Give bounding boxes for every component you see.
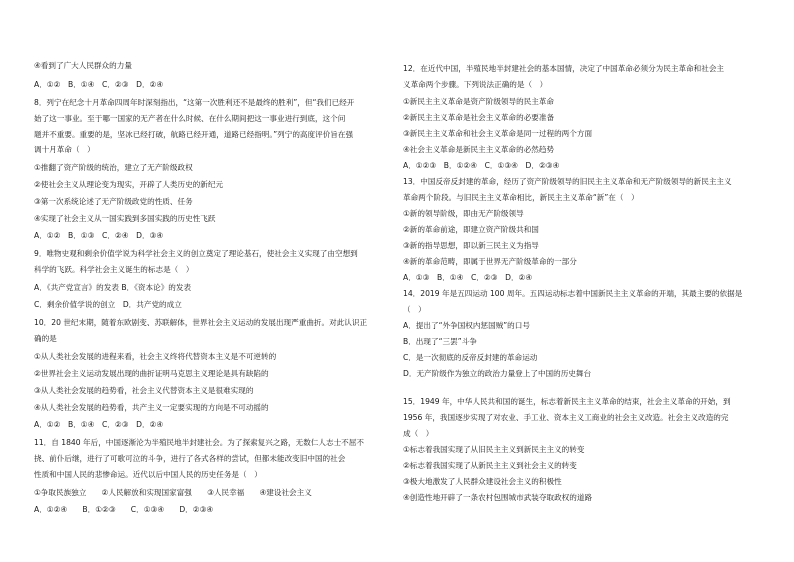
text-line-q12o2: ②新民主主义革命是社会主义革命的必要准备 [403,113,555,122]
text-line-q15c: 成（ ） [403,429,434,438]
text-line-q14b: （ ） [403,305,426,314]
text-line-q15o2: ②标志着我国实现了从新民主主义到社会主义的转变 [403,461,577,470]
text-line-q11a: 11．自 1840 年后，中国逐渐沦为半殖民地半封建社会。为了探索复兴之路，无数仁人志士不屈不 [34,438,364,447]
text-line-q12o3: ③新民主主义革命和社会主义革命是同一过程的两个方面 [403,129,593,138]
text-line-q8o2: ②使社会主义从理论变为现实，开辟了人类历史的新纪元 [34,180,224,189]
text-line-q9a: 9．唯物史观和剩余价值学说为科学社会主义的创立奠定了理论基石，使社会主义实现了由空想到 [34,249,358,258]
text-line-q10o3: ③从人类社会发展的趋势看，社会主义代替资本主义是很难实现的 [34,386,254,395]
text-line-q14o3: C．是一次彻底的反帝反封建的革命运动 [403,353,538,362]
text-line-q13o1: ①新的领导阶级，即由无产阶级领导 [403,209,524,218]
text-line-q15o4: ④创造性地开辟了一条农村包围城市武装夺取政权的道路 [403,493,593,502]
text-line-q12a: 12．在近代中国，半殖民地半封建社会的基本国情，决定了中国革命必须分为民主革命和社会主 [403,64,725,73]
text-line-q13b: 革命两个阶段。与旧民主主义革命相比，新民主主义革命“新”在（ ） [403,193,639,202]
text-line-q8o3: ③第一次系统论述了无产阶级政党的性质、任务 [34,197,193,206]
text-line-q10o2: ②世界社会主义运动发展出现的曲折证明马克思主义理论是具有缺陷的 [34,369,269,378]
text-line-q8ans: A．①② B．①③ C．②④ D．③④ [34,231,164,240]
text-line-q13o2: ②新的革命前途，即建立资产阶级共和国 [403,225,539,234]
text-line-q10o1: ①从人类社会发展的进程来看，社会主义终将代替资本主义是不可逆转的 [34,352,277,361]
text-line-q12b: 义革命两个步骤。下列说法正确的是（ ） [403,80,548,89]
text-line-q9b: 科学的飞跃。科学社会主义诞生的标志是（ ） [34,265,194,274]
text-line-q15a: 15．1949 年，中华人民共和国的诞生，标志着新民主主义革命的结束，社会主义革命的开始，到 [403,397,731,406]
text-line-q8a: 8．列宁在纪念十月革命四周年时深刻指出，“这第一次胜利还不是最终的胜利”，但“我们已经开 [34,98,355,107]
text-line-q10o4: ④从人类社会发展的趋势看，共产主义一定要实现的方向是不可动摇的 [34,403,269,412]
text-line-q13a: 13．中国反帝反封建的革命，经历了资产阶级领导的旧民主主义革命和无产阶级领导的新民主主义 [403,177,732,186]
text-line-q14a: 14．2019 年是五四运动 100 周年。五四运动标志着中国新民主主义革命的开端，其最主要的依据是 [403,289,743,298]
text-line-q8c: 题并不重要。重要的是，坚冰已经打破，航路已经开通，道路已经指明。”列宁的高度评价旨在强 [34,130,354,139]
text-line-q14o2: B．出现了“三罢”斗争 [403,337,477,346]
text-line-q9o2: C．剩余价值学说的创立 D．共产党的成立 [34,300,182,309]
text-line-q11o: ①争取民族独立 ②人民解放和实现国家富强 ③人民幸福 ④建设社会主义 [34,488,312,497]
text-line-q8o1: ①推翻了资产阶级的统治，建立了无产阶级政权 [34,163,193,172]
text-line-q7ans: A．①② B．①④ C．②③ D．②④ [34,80,164,89]
text-line-q15b: 1956 年，我国逐步实现了对农业、手工业、资本主义工商业的社会主义改造。社会主义改造的完 [403,413,729,422]
text-line-q11c: 性质和中国人民的悲惨命运。近代以后中国人民的历史任务是（ ） [34,470,262,479]
text-line-q12ans: A．①②③ B．①②④ C．①③④ D．②③④ [403,161,560,170]
text-line-q14o1: A．提出了“外争国权内惩国贼”的口号 [403,321,530,330]
text-line-q8d: 调十月革命（ ） [34,145,95,154]
text-line-q13ans: A．①③ B．①④ C．②③ D．②④ [403,273,533,282]
text-line-q15o1: ①标志着我国实现了从旧民主主义到新民主主义的转变 [403,445,585,454]
text-line-q12o1: ①新民主主义革命是资产阶级领导的民主革命 [403,97,555,106]
text-line-q9o1: A．《共产党宣言》的发表 B．《资本论》的发表 [34,283,192,292]
text-line-q10ans: A．①② B．①④ C．②③ D．②④ [34,420,164,429]
text-line-q11ans: A．①②④ B．①②③ C．①③④ D．②③④ [34,505,214,514]
text-line-q14o4: D．无产阶级作为独立的政治力量登上了中国的历史舞台 [403,369,592,378]
text-line-q10b: 确的是 [34,334,57,343]
text-line-q8o4: ④实现了社会主义从一国实践到多国实践的历史性飞跃 [34,214,216,223]
text-line-q12o4: ④社会主义革命是新民主主义革命的必然趋势 [403,145,555,154]
text-line-q11b: 挠、前仆后继，进行了可歌可泣的斗争，进行了各式各样的尝试，但都未能改变旧中国的社会 [34,454,346,463]
text-line-q13o3: ③新的指导思想，即以新三民主义为指导 [403,241,539,250]
text-line-q13o4: ④新的革命范畴，即属于世界无产阶级革命的一部分 [403,257,577,266]
text-line-q10a: 10．20 世纪末期，随着东欧剧变、苏联解体，世界社会主义运动的发展出现严重曲折。对此认识正 [34,318,368,327]
text-line-q15o3: ③极大地激发了人民群众建设社会主义的积极性 [403,477,562,486]
text-line-q8b: 始了这一事业。至于哪一国家的无产者在什么时候、在什么期间把这一事业进行到底，这个问 [34,114,346,123]
text-line-q7d: ④看到了广大人民群众的力量 [34,61,132,70]
